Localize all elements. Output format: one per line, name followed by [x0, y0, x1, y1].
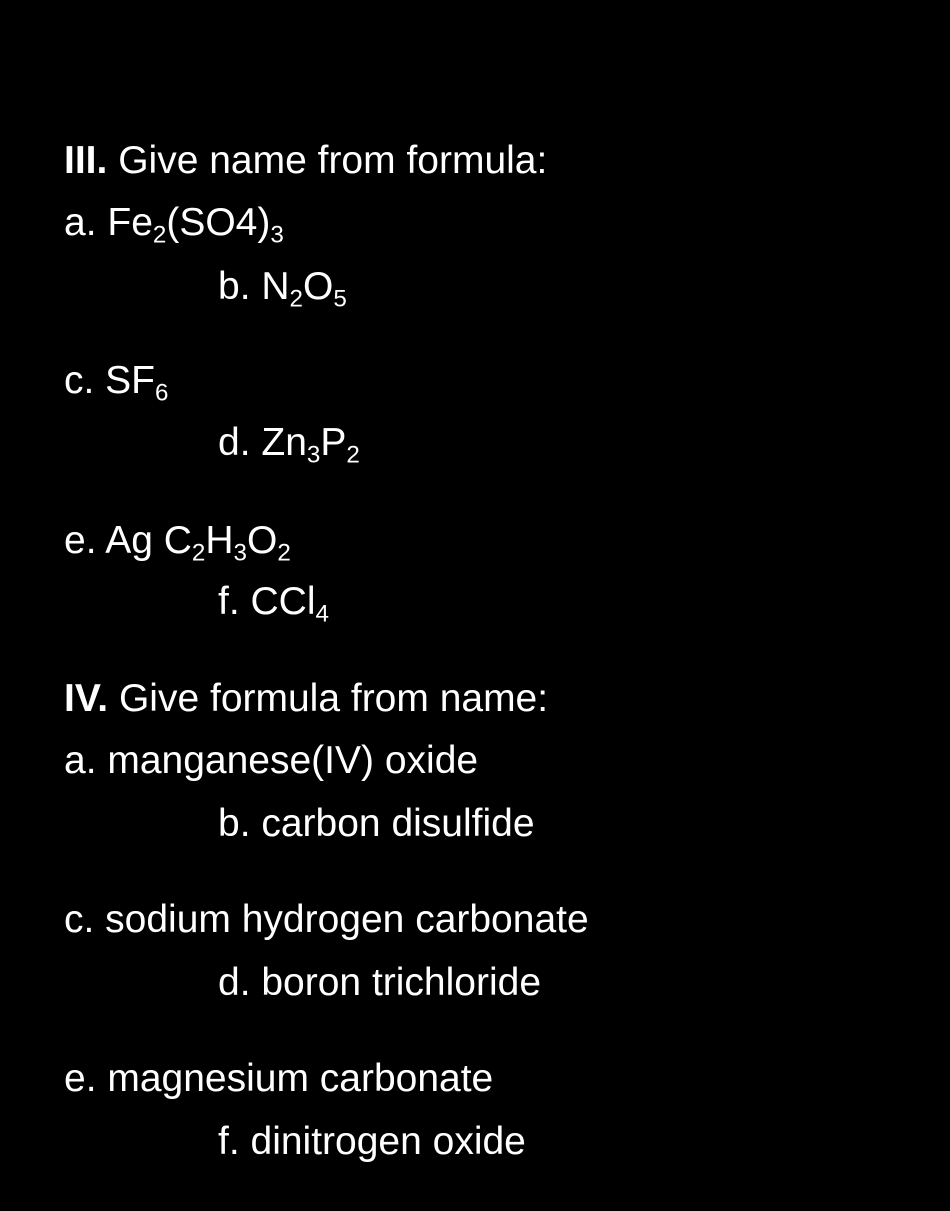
formula-subscript: 6 — [155, 379, 169, 407]
item-iii-f — [218, 579, 329, 628]
formula-part: Zn — [261, 421, 307, 464]
item-iii-a — [64, 200, 284, 249]
formula-subscript: 5 — [333, 285, 347, 313]
formula-part: O — [303, 265, 334, 308]
item-iv-d: d. boron trichloride — [218, 961, 542, 1004]
formula-subscript: 3 — [306, 441, 321, 469]
formula-part: SF — [105, 359, 156, 402]
item-iv-f: f. dinitrogen oxide — [218, 1120, 526, 1163]
item-prefix: d. — [218, 421, 262, 464]
formula-part: N — [261, 265, 290, 308]
item-prefix: f. — [218, 580, 251, 623]
section-iii-number: III. — [64, 139, 108, 182]
item-iv-e: e. magnesium carbonate — [64, 1057, 494, 1100]
formula-part: Fe — [107, 201, 153, 244]
formula-part: CCl — [250, 580, 316, 623]
section-iii-heading — [64, 138, 547, 184]
formula-subscript: 2 — [191, 539, 206, 567]
item-prefix: c. — [64, 359, 106, 402]
item-iii-c — [64, 358, 169, 407]
formula-subscript: 2 — [277, 539, 291, 567]
formula-subscript: 2 — [289, 285, 303, 313]
item-iii-b — [218, 264, 347, 313]
item-prefix: a. — [64, 201, 108, 244]
formula-part: H — [205, 519, 234, 562]
section-iv-heading — [64, 676, 548, 722]
section-iv-title: Give formula from name: — [118, 677, 549, 720]
formula-subscript: 4 — [315, 600, 329, 628]
item-iii-e — [64, 518, 291, 567]
section-iv-number: IV. — [64, 677, 109, 720]
section-iii-title: Give name from formula: — [118, 139, 548, 182]
item-iv-b: b. carbon disulfide — [218, 802, 535, 845]
formula-subscript: 3 — [233, 539, 247, 567]
formula-subscript: 3 — [270, 221, 284, 249]
formula-subscript: 2 — [346, 441, 360, 469]
item-iv-c: c. sodium hydrogen carbonate — [64, 898, 589, 941]
item-prefix: b. — [218, 265, 262, 308]
formula-subscript: 2 — [152, 221, 167, 249]
formula-part: (SO4) — [166, 201, 271, 244]
item-iii-d — [218, 420, 360, 469]
item-prefix: e. — [64, 519, 106, 562]
item-iv-a: a. manganese(IV) oxide — [64, 739, 479, 782]
formula-part: Ag C — [105, 519, 192, 562]
formula-part: P — [320, 421, 347, 464]
formula-part: O — [247, 519, 278, 562]
